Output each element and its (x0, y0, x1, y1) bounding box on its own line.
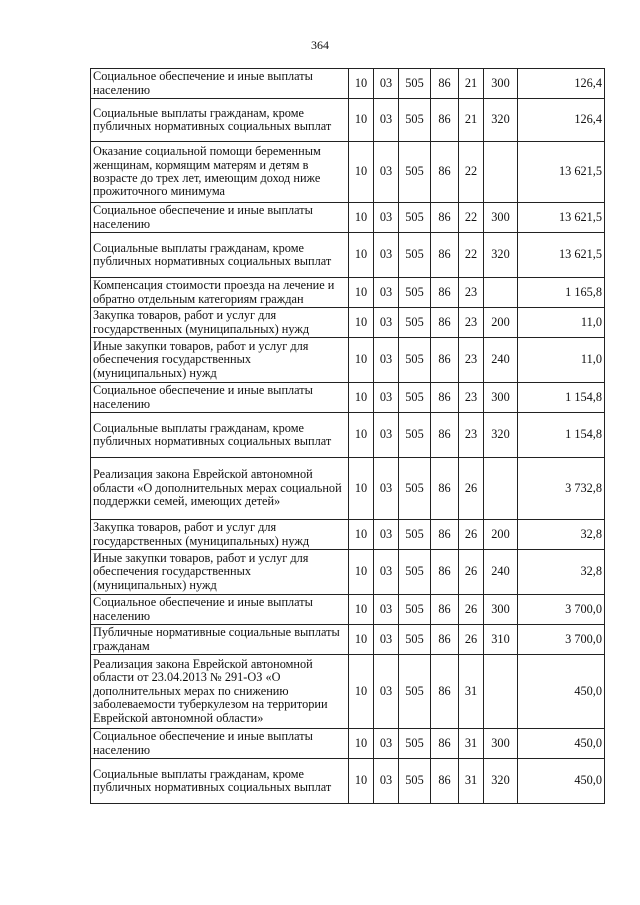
section-code-cell: 10 (349, 203, 374, 233)
row-name-cell: Публичные нормативные социальные выплаты гражданам (91, 625, 349, 655)
subsection-code-cell: 03 (374, 233, 399, 278)
amount-cell: 13 621,5 (518, 233, 605, 278)
amount-cell: 3 732,8 (518, 458, 605, 520)
section-code-cell: 10 (349, 69, 374, 99)
amount-cell: 450,0 (518, 729, 605, 759)
table-row (91, 595, 605, 625)
article-code-cell: 26 (459, 550, 484, 595)
article-code-cell: 26 (459, 625, 484, 655)
section-code-cell: 10 (349, 413, 374, 458)
program-code-cell: 505 (399, 413, 431, 458)
row-name-cell: Реализация закона Еврейской автономной области от 23.04.2013 № 291-ОЗ «О дополнительных мерах по снижению заболеваемости туберкулезом на территории Еврейской автономной области» (91, 655, 349, 729)
row-name-cell: Социальные выплаты гражданам, кроме публичных нормативных социальных выплат (91, 99, 349, 142)
direction-code-cell: 86 (431, 203, 459, 233)
direction-code-cell: 86 (431, 520, 459, 550)
table-row (91, 729, 605, 759)
row-name-cell: Оказание социальной помощи беременным женщинам, кормящим матерям и детям в возрасте до трех лет, имеющим доход ниже прожиточного минимума (91, 142, 349, 203)
table-row (91, 520, 605, 550)
table-row (91, 550, 605, 595)
row-name-cell: Иные закупки товаров, работ и услуг для обеспечения государственных (муниципальных) нужд (91, 550, 349, 595)
table-row (91, 69, 605, 99)
direction-code-cell: 86 (431, 550, 459, 595)
section-code-cell: 10 (349, 520, 374, 550)
program-code-cell: 505 (399, 233, 431, 278)
program-code-cell: 505 (399, 99, 431, 142)
direction-code-cell: 86 (431, 458, 459, 520)
direction-code-cell: 86 (431, 383, 459, 413)
table-row (91, 413, 605, 458)
article-code-cell: 23 (459, 338, 484, 383)
article-code-cell: 22 (459, 142, 484, 203)
table-row (91, 655, 605, 729)
row-name-cell: Социальное обеспечение и иные выплаты населению (91, 595, 349, 625)
expense-type-cell: 320 (484, 413, 518, 458)
expense-type-cell: 240 (484, 550, 518, 595)
subsection-code-cell: 03 (374, 142, 399, 203)
article-code-cell: 22 (459, 203, 484, 233)
expense-type-cell: 300 (484, 383, 518, 413)
row-name-cell: Закупка товаров, работ и услуг для государственных (муниципальных) нужд (91, 520, 349, 550)
section-code-cell: 10 (349, 338, 374, 383)
row-name-cell: Социальное обеспечение и иные выплаты населению (91, 729, 349, 759)
subsection-code-cell: 03 (374, 278, 399, 308)
amount-cell: 11,0 (518, 338, 605, 383)
expense-type-cell: 310 (484, 625, 518, 655)
row-name-cell: Социальное обеспечение и иные выплаты населению (91, 69, 349, 99)
amount-cell: 126,4 (518, 69, 605, 99)
program-code-cell: 505 (399, 142, 431, 203)
amount-cell: 32,8 (518, 520, 605, 550)
expense-type-cell: 300 (484, 729, 518, 759)
article-code-cell: 26 (459, 595, 484, 625)
program-code-cell: 505 (399, 759, 431, 804)
article-code-cell: 26 (459, 458, 484, 520)
amount-cell: 1 165,8 (518, 278, 605, 308)
program-code-cell: 505 (399, 383, 431, 413)
expense-type-cell: 200 (484, 308, 518, 338)
budget-table (90, 68, 605, 804)
expense-type-cell (484, 142, 518, 203)
amount-cell: 126,4 (518, 99, 605, 142)
table-row (91, 625, 605, 655)
section-code-cell: 10 (349, 99, 374, 142)
expense-type-cell: 240 (484, 338, 518, 383)
row-name-cell: Реализация закона Еврейской автономной области «О дополнительных мерах социальной поддержки семей, имеющих детей» (91, 458, 349, 520)
program-code-cell: 505 (399, 203, 431, 233)
section-code-cell: 10 (349, 142, 374, 203)
direction-code-cell: 86 (431, 142, 459, 203)
subsection-code-cell: 03 (374, 383, 399, 413)
amount-cell: 3 700,0 (518, 625, 605, 655)
amount-cell: 3 700,0 (518, 595, 605, 625)
budget-table-body (91, 69, 605, 804)
row-name-cell: Иные закупки товаров, работ и услуг для обеспечения государственных (муниципальных) нужд (91, 338, 349, 383)
page-number: 364 (311, 38, 329, 52)
section-code-cell: 10 (349, 458, 374, 520)
section-code-cell: 10 (349, 550, 374, 595)
program-code-cell: 505 (399, 338, 431, 383)
table-row (91, 383, 605, 413)
article-code-cell: 26 (459, 520, 484, 550)
row-name-cell: Компенсация стоимости проезда на лечение и обратно отдельным категориям граждан (91, 278, 349, 308)
row-name-cell: Социальные выплаты гражданам, кроме публичных нормативных социальных выплат (91, 413, 349, 458)
program-code-cell: 505 (399, 308, 431, 338)
section-code-cell: 10 (349, 233, 374, 278)
subsection-code-cell: 03 (374, 338, 399, 383)
program-code-cell: 505 (399, 625, 431, 655)
amount-cell: 13 621,5 (518, 142, 605, 203)
subsection-code-cell: 03 (374, 550, 399, 595)
table-row (91, 142, 605, 203)
section-code-cell: 10 (349, 595, 374, 625)
program-code-cell: 505 (399, 520, 431, 550)
direction-code-cell: 86 (431, 595, 459, 625)
direction-code-cell: 86 (431, 233, 459, 278)
direction-code-cell: 86 (431, 278, 459, 308)
article-code-cell: 21 (459, 69, 484, 99)
expense-type-cell (484, 278, 518, 308)
amount-cell: 450,0 (518, 759, 605, 804)
subsection-code-cell: 03 (374, 69, 399, 99)
expense-type-cell: 300 (484, 69, 518, 99)
direction-code-cell: 86 (431, 308, 459, 338)
subsection-code-cell: 03 (374, 458, 399, 520)
subsection-code-cell: 03 (374, 520, 399, 550)
article-code-cell: 31 (459, 759, 484, 804)
table-row (91, 759, 605, 804)
expense-type-cell: 320 (484, 99, 518, 142)
section-code-cell: 10 (349, 655, 374, 729)
table-row (91, 308, 605, 338)
subsection-code-cell: 03 (374, 99, 399, 142)
direction-code-cell: 86 (431, 655, 459, 729)
article-code-cell: 23 (459, 383, 484, 413)
table-row (91, 99, 605, 142)
direction-code-cell: 86 (431, 625, 459, 655)
section-code-cell: 10 (349, 759, 374, 804)
program-code-cell: 505 (399, 595, 431, 625)
amount-cell: 450,0 (518, 655, 605, 729)
subsection-code-cell: 03 (374, 203, 399, 233)
subsection-code-cell: 03 (374, 595, 399, 625)
direction-code-cell: 86 (431, 413, 459, 458)
direction-code-cell: 86 (431, 338, 459, 383)
row-name-cell: Социальное обеспечение и иные выплаты населению (91, 383, 349, 413)
table-row (91, 203, 605, 233)
article-code-cell: 31 (459, 729, 484, 759)
subsection-code-cell: 03 (374, 759, 399, 804)
expense-type-cell: 320 (484, 759, 518, 804)
article-code-cell: 22 (459, 233, 484, 278)
subsection-code-cell: 03 (374, 625, 399, 655)
section-code-cell: 10 (349, 625, 374, 655)
expense-type-cell (484, 655, 518, 729)
subsection-code-cell: 03 (374, 729, 399, 759)
table-row (91, 278, 605, 308)
program-code-cell: 505 (399, 550, 431, 595)
section-code-cell: 10 (349, 278, 374, 308)
row-name-cell: Закупка товаров, работ и услуг для государственных (муниципальных) нужд (91, 308, 349, 338)
program-code-cell: 505 (399, 278, 431, 308)
table-row (91, 233, 605, 278)
amount-cell: 1 154,8 (518, 383, 605, 413)
program-code-cell: 505 (399, 69, 431, 99)
direction-code-cell: 86 (431, 759, 459, 804)
table-row (91, 458, 605, 520)
expense-type-cell: 200 (484, 520, 518, 550)
article-code-cell: 23 (459, 278, 484, 308)
amount-cell: 1 154,8 (518, 413, 605, 458)
row-name-cell: Социальное обеспечение и иные выплаты населению (91, 203, 349, 233)
section-code-cell: 10 (349, 308, 374, 338)
amount-cell: 32,8 (518, 550, 605, 595)
expense-type-cell: 300 (484, 203, 518, 233)
section-code-cell: 10 (349, 383, 374, 413)
article-code-cell: 23 (459, 413, 484, 458)
table-row (91, 338, 605, 383)
amount-cell: 13 621,5 (518, 203, 605, 233)
program-code-cell: 505 (399, 655, 431, 729)
subsection-code-cell: 03 (374, 413, 399, 458)
article-code-cell: 21 (459, 99, 484, 142)
subsection-code-cell: 03 (374, 655, 399, 729)
article-code-cell: 31 (459, 655, 484, 729)
expense-type-cell: 300 (484, 595, 518, 625)
direction-code-cell: 86 (431, 99, 459, 142)
direction-code-cell: 86 (431, 729, 459, 759)
subsection-code-cell: 03 (374, 308, 399, 338)
expense-type-cell (484, 458, 518, 520)
direction-code-cell: 86 (431, 69, 459, 99)
amount-cell: 11,0 (518, 308, 605, 338)
row-name-cell: Социальные выплаты гражданам, кроме публичных нормативных социальных выплат (91, 233, 349, 278)
program-code-cell: 505 (399, 729, 431, 759)
program-code-cell: 505 (399, 458, 431, 520)
article-code-cell: 23 (459, 308, 484, 338)
expense-type-cell: 320 (484, 233, 518, 278)
section-code-cell: 10 (349, 729, 374, 759)
row-name-cell: Социальные выплаты гражданам, кроме публичных нормативных социальных выплат (91, 759, 349, 804)
